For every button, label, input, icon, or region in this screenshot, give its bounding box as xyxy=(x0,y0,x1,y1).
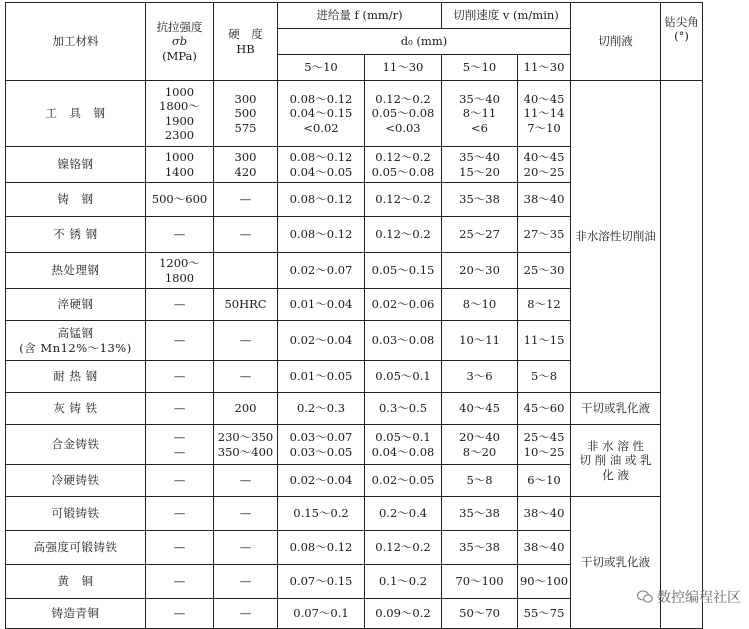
feed-small-cell: 0.01～0.05 xyxy=(278,361,365,393)
feed-large-cell: 0.02～0.06 xyxy=(365,289,442,321)
feed-small-cell: 0.02～0.07 xyxy=(278,253,365,289)
speed-large-cell: 25～45 10～25 xyxy=(518,425,571,465)
hardness-cell xyxy=(214,253,278,289)
wechat-icon xyxy=(637,590,653,604)
feed-small-cell: 0.08～0.12 0.04～0.05 xyxy=(278,147,365,183)
speed-small-cell: 10～11 xyxy=(442,321,518,361)
tensile-strength-cell: 1000 1400 xyxy=(146,147,214,183)
table-row xyxy=(6,425,703,465)
speed-large-cell: 25～30 xyxy=(518,253,571,289)
speed-large-cell: 55～75 xyxy=(518,599,571,629)
material-cell: 灰 铸 铁 xyxy=(6,393,146,425)
feed-large-cell: 0.12～0.2 0.05～0.08 xyxy=(365,147,442,183)
speed-large-cell: 40～45 20～25 xyxy=(518,147,571,183)
speed-small-cell: 35～38 xyxy=(442,183,518,217)
feed-large-cell: 0.12～0.2 xyxy=(365,183,442,217)
hardness-cell: — xyxy=(214,183,278,217)
drilling-parameters-table xyxy=(5,2,703,629)
header-feed: 进给量 f (mm/r) xyxy=(278,3,442,29)
speed-large-cell: 8～12 xyxy=(518,289,571,321)
material-cell: 高强度可锻铸铁 xyxy=(6,531,146,565)
feed-large-cell: 0.09～0.2 xyxy=(365,599,442,629)
feed-small-cell: 0.07～0.15 xyxy=(278,565,365,599)
table-row xyxy=(6,393,703,425)
tensile-strength-cell: — xyxy=(146,289,214,321)
cutting-fluid-cell: 干切或乳化液 xyxy=(571,497,661,629)
feed-small-cell: 0.02～0.04 xyxy=(278,321,365,361)
tensile-strength-cell: — xyxy=(146,599,214,629)
speed-small-cell: 25～27 xyxy=(442,217,518,253)
feed-small-cell: 0.15～0.2 xyxy=(278,497,365,531)
hardness-cell: — xyxy=(214,465,278,497)
tensile-strength-cell: — xyxy=(146,565,214,599)
speed-small-cell: 3～6 xyxy=(442,361,518,393)
tensile-strength-cell: — xyxy=(146,217,214,253)
header-tensile-strength: 抗拉强度 σb (MPa) xyxy=(146,3,214,81)
feed-small-cell: 0.02～0.04 xyxy=(278,465,365,497)
material-cell: 黄 铜 xyxy=(6,565,146,599)
speed-small-cell: 8～10 xyxy=(442,289,518,321)
header-drill-point-angle: 钻尖角 (°) xyxy=(661,3,703,81)
header-range-feed-small: 5～10 xyxy=(278,55,365,81)
tensile-strength-cell: — xyxy=(146,361,214,393)
tensile-strength-cell: 1200～1800 xyxy=(146,253,214,289)
material-cell: 铸 钢 xyxy=(6,183,146,217)
feed-large-cell: 0.12～0.2 xyxy=(365,217,442,253)
feed-large-cell: 0.2～0.4 xyxy=(365,497,442,531)
speed-small-cell: 50～70 xyxy=(442,599,518,629)
feed-large-cell: 0.02～0.05 xyxy=(365,465,442,497)
cutting-fluid-cell: 非 水 溶 性 切 削 油 或 乳 化 液 xyxy=(571,425,661,497)
feed-large-cell: 0.12～0.2 xyxy=(365,531,442,565)
tensile-strength-cell: 1000 1800～1900 2300 xyxy=(146,81,214,147)
cutting-fluid-cell: 非水溶性切削油 xyxy=(571,81,661,393)
header-cutting-fluid: 切削液 xyxy=(571,3,661,81)
speed-small-cell: 20～40 8～20 xyxy=(442,425,518,465)
tensile-strength-cell: — xyxy=(146,497,214,531)
tensile-strength-cell: — xyxy=(146,393,214,425)
tensile-strength-cell: — xyxy=(146,465,214,497)
header-d0: d₀ (mm) xyxy=(278,29,571,55)
hardness-cell: — xyxy=(214,217,278,253)
tensile-strength-cell: — — xyxy=(146,425,214,465)
tensile-strength-cell: — xyxy=(146,321,214,361)
speed-large-cell: 27～35 xyxy=(518,217,571,253)
hardness-cell: 200 xyxy=(214,393,278,425)
feed-large-cell: 0.3～0.5 xyxy=(365,393,442,425)
hardness-cell: — xyxy=(214,531,278,565)
speed-small-cell: 40～45 xyxy=(442,393,518,425)
header-range-speed-large: 11～30 xyxy=(518,55,571,81)
material-cell: 淬硬钢 xyxy=(6,289,146,321)
feed-small-cell: 0.03～0.07 0.03～0.05 xyxy=(278,425,365,465)
material-cell: 合金铸铁 xyxy=(6,425,146,465)
feed-large-cell: 0.05～0.1 0.04～0.08 xyxy=(365,425,442,465)
hardness-cell: 300 420 xyxy=(214,147,278,183)
speed-small-cell: 35～40 8～11 <6 xyxy=(442,81,518,147)
speed-small-cell: 20～30 xyxy=(442,253,518,289)
material-cell: 铸造青铜 xyxy=(6,599,146,629)
speed-small-cell: 35～40 15～20 xyxy=(442,147,518,183)
header-range-speed-small: 5～10 xyxy=(442,55,518,81)
speed-large-cell: 38～40 xyxy=(518,531,571,565)
hardness-cell: 50HRC xyxy=(214,289,278,321)
tensile-strength-cell: 500～600 xyxy=(146,183,214,217)
feed-small-cell: 0.08～0.12 0.04～0.15 <0.02 xyxy=(278,81,365,147)
speed-large-cell: 6～10 xyxy=(518,465,571,497)
material-cell: 耐 热 钢 xyxy=(6,361,146,393)
feed-large-cell: 0.1～0.2 xyxy=(365,565,442,599)
feed-small-cell: 0.01～0.04 xyxy=(278,289,365,321)
watermark xyxy=(637,587,741,607)
speed-large-cell: 45～60 xyxy=(518,393,571,425)
hardness-cell: — xyxy=(214,361,278,393)
speed-small-cell: 35～38 xyxy=(442,531,518,565)
material-cell: 冷硬铸铁 xyxy=(6,465,146,497)
speed-large-cell: 40～45 11～14 7～10 xyxy=(518,81,571,147)
hardness-cell: 230～350 350～400 xyxy=(214,425,278,465)
feed-large-cell: 0.03～0.08 xyxy=(365,321,442,361)
speed-large-cell: 5～8 xyxy=(518,361,571,393)
material-cell: 镍铬钢 xyxy=(6,147,146,183)
header-material: 加工材料 xyxy=(6,3,146,81)
table-row xyxy=(6,497,703,531)
drill-angle-cell xyxy=(661,81,703,629)
header-cutting-speed: 切削速度 v (m/min) xyxy=(442,3,571,29)
table-body xyxy=(6,81,703,629)
speed-small-cell: 5～8 xyxy=(442,465,518,497)
feed-small-cell: 0.08～0.12 xyxy=(278,183,365,217)
hardness-cell: 300 500 575 xyxy=(214,81,278,147)
feed-small-cell: 0.07～0.1 xyxy=(278,599,365,629)
table-row xyxy=(6,81,703,147)
header-hardness: 硬 度 HB xyxy=(214,3,278,81)
watermark-text: 数控编程社区 xyxy=(657,590,741,606)
speed-large-cell: 90～100 xyxy=(518,565,571,599)
feed-small-cell: 0.08～0.12 xyxy=(278,217,365,253)
material-cell: 工 具 钢 xyxy=(6,81,146,147)
speed-small-cell: 35～38 xyxy=(442,497,518,531)
tensile-strength-cell: — xyxy=(146,531,214,565)
feed-small-cell: 0.08～0.12 xyxy=(278,531,365,565)
cutting-fluid-cell: 干切或乳化液 xyxy=(571,393,661,425)
hardness-cell: — xyxy=(214,565,278,599)
material-cell: 可锻铸铁 xyxy=(6,497,146,531)
speed-large-cell: 38～40 xyxy=(518,497,571,531)
speed-large-cell: 11～15 xyxy=(518,321,571,361)
feed-large-cell: 0.05～0.1 xyxy=(365,361,442,393)
speed-large-cell: 38～40 xyxy=(518,183,571,217)
hardness-cell: — xyxy=(214,497,278,531)
material-cell: 不 锈 钢 xyxy=(6,217,146,253)
feed-large-cell: 0.12～0.2 0.05～0.08 <0.03 xyxy=(365,81,442,147)
material-cell: 高锰钢 (含 Mn12%～13%) xyxy=(6,321,146,361)
feed-large-cell: 0.05～0.15 xyxy=(365,253,442,289)
hardness-cell: — xyxy=(214,599,278,629)
speed-small-cell: 70～100 xyxy=(442,565,518,599)
material-cell: 热处理钢 xyxy=(6,253,146,289)
header-range-feed-large: 11～30 xyxy=(365,55,442,81)
feed-small-cell: 0.2～0.3 xyxy=(278,393,365,425)
hardness-cell: — xyxy=(214,321,278,361)
